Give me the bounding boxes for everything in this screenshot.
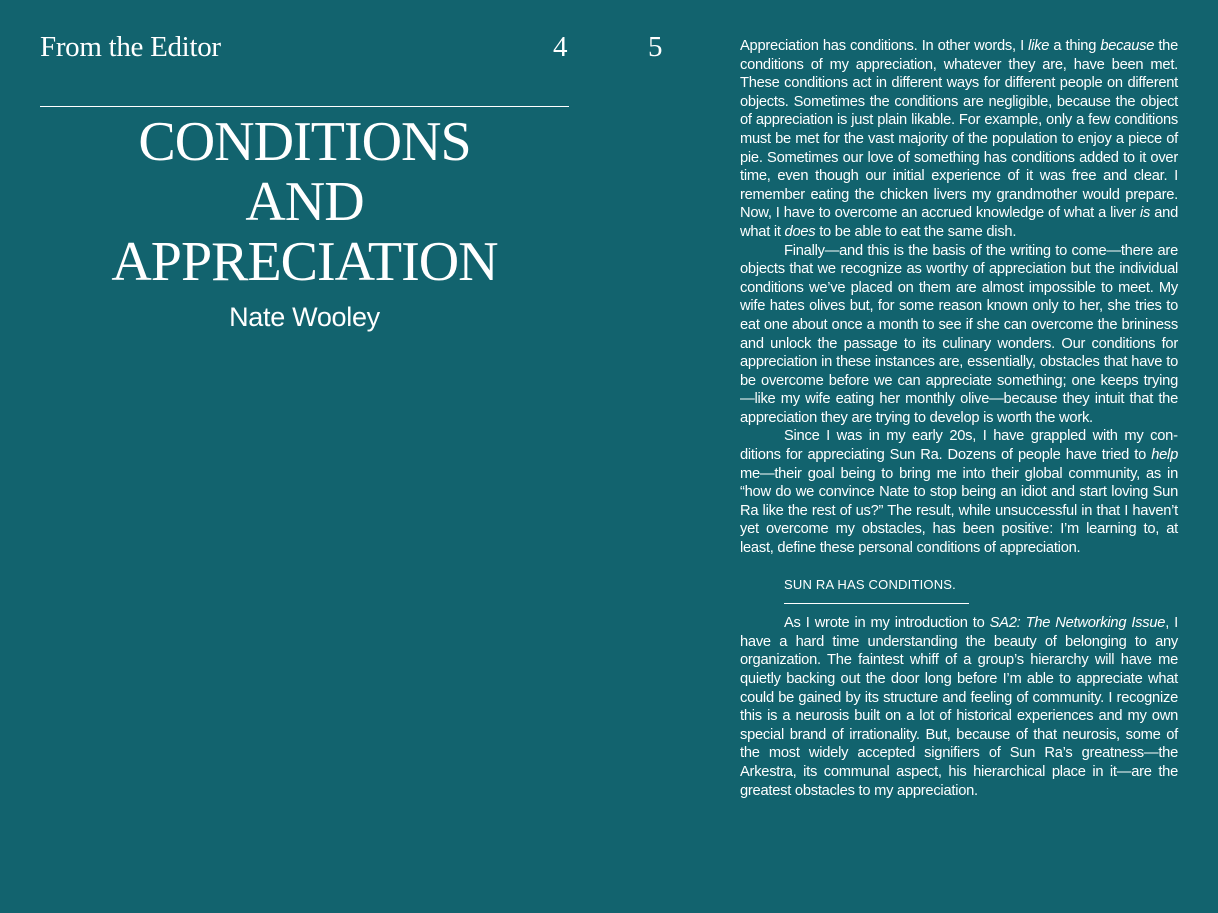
emphasis: help bbox=[1151, 447, 1178, 464]
text-run: to be able to eat the same dish. bbox=[815, 223, 1017, 240]
emphasis: is bbox=[1139, 205, 1151, 222]
text-run: a thing bbox=[1049, 38, 1101, 54]
emphasis: does bbox=[784, 223, 816, 240]
text-run: As I wrote in my introduction to bbox=[784, 615, 990, 632]
emphasis: like bbox=[1028, 38, 1050, 54]
text-run: , I have a hard time understanding the beauty of belonging to any organization. The faintest whiff of a group’s hierarchy will have me quietly backing out the door long before I’m able to appreciate what could be gained by its structure and feeling of community. I recognize this is a neurosis built on a lot of historical experiences and my own special brand of irrationality. But, because of that neurosis, some of the most widely accepted signifiers of Sun Ra’s greatness—the Arkestra, its communal aspect, his hierarchical place in it—are the greatest obstacles to my appreciation. bbox=[740, 615, 1178, 799]
page-number-right: 5 bbox=[648, 31, 663, 63]
text-run: Appreciation has conditions. In other words, I bbox=[740, 38, 1029, 54]
emphasis: SA2: The Networking Issue bbox=[989, 615, 1166, 632]
title-line: AND bbox=[245, 171, 364, 233]
page-number-left: 4 bbox=[553, 31, 568, 63]
article-title bbox=[40, 112, 569, 292]
paragraph bbox=[740, 37, 1178, 242]
text-run: the conditions of my appreciation, whatever they are, have been met. These conditions act in different ways for different people on different objects. Sometimes the conditions are negligible, because the object of appreciation is just plain likable. For example, only a few conditions must be met for the vast majority of the population to enjoy a piece of pie. Sometimes our love of something has conditions added to it over time, even though our initial experience of it was free and clear. I remember eating the chicken livers my grandmother would prepare. Now, I have to overcome an accrued knowledge of what a liver bbox=[740, 38, 1179, 222]
text-run: Since I was in my early 20s, I have grappled with my conditions for appreciating Sun Ra. Dozens of people have tried to bbox=[740, 428, 1178, 464]
header-divider bbox=[40, 106, 569, 107]
paragraph bbox=[740, 427, 1178, 557]
title-line: APPRECIATION bbox=[111, 231, 498, 293]
article-body bbox=[740, 37, 1178, 800]
emphasis: because bbox=[1100, 38, 1155, 54]
paragraph bbox=[740, 614, 1178, 800]
subhead: SUN RA HAS CONDITIONS. bbox=[784, 576, 969, 605]
article-author: Nate Wooley bbox=[229, 302, 380, 332]
title-line: CONDITIONS bbox=[138, 111, 471, 173]
text-run: me—their goal being to bring me into their global community, as in “how do we convince Nate to stop being an idiot and start loving Sun Ra like the rest of us?” The result, while unsuccessful in that I haven’t yet overcome my obstacles, has been positive: I’m learning to, at least, define these personal conditions of appreciation. bbox=[740, 465, 1178, 557]
paragraph: Finally—and this is the basis of the writing to come—there are objects that we recognize as worthy of appreciation but the individual conditions we’ve placed on them are almost impossible to meet. My wife hates olives but, for some reason known only to her, she tries to eat one about once a month to see if she can overcome the brininess and unlock the passage to its culinary wonders. Our conditions for appreciation in these instances are, essentially, obstacles that have to be overcome before we can appreciate something; one keeps trying—like my wife eating her monthly olive—because they intuit that the appreciation they are trying to develop is worth the work. bbox=[740, 242, 1178, 426]
text-run: and what it bbox=[740, 205, 1178, 240]
section-label: From the Editor bbox=[40, 31, 221, 63]
